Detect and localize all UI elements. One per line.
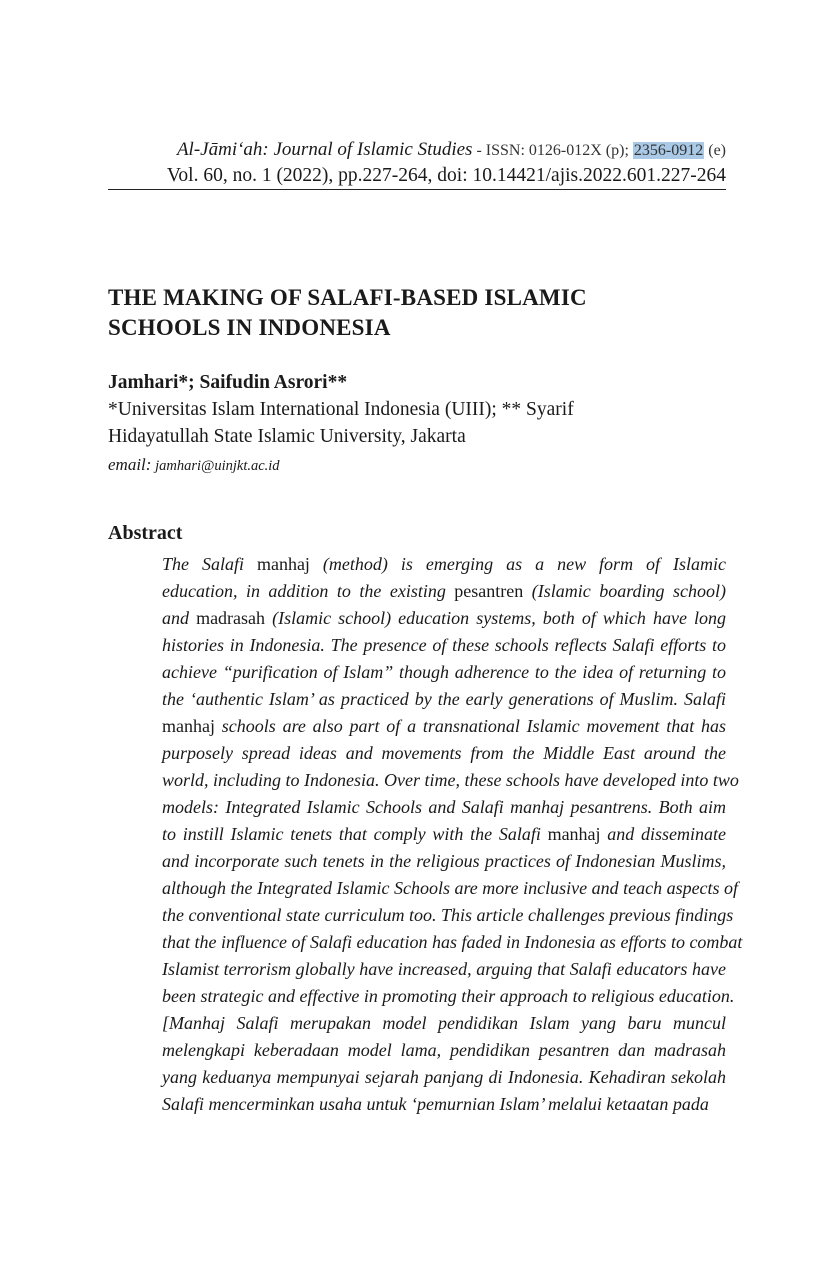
abstract-line xyxy=(162,686,726,713)
abstract-text-run: the ‘authentic Islam’ as practiced by the early generations of Muslim. Salafi xyxy=(162,689,726,709)
abstract-text-run: (Islamic boarding school) xyxy=(531,581,727,601)
title-line: THE MAKING OF SALAFI-BASED ISLAMIC xyxy=(108,285,587,310)
email-line xyxy=(108,453,280,478)
abstract-line xyxy=(162,1010,726,1037)
abstract-text-run: (Islamic school) education systems, both of which have long xyxy=(272,608,726,628)
abstract-text-run: and disseminate xyxy=(607,824,727,844)
abstract-line xyxy=(162,1091,726,1118)
abstract-text-run: manhaj xyxy=(162,716,222,736)
abstract-text-run: madrasah xyxy=(196,608,273,628)
abstract-line xyxy=(162,713,726,740)
volume-doi-line: Vol. 60, no. 1 (2022), pp.227-264, doi: 10.14421/ajis.2022.601.227-264 xyxy=(166,165,726,186)
abstract-line xyxy=(162,956,726,983)
abstract-text-run: Islamist terrorism globally have increased, arguing that Salafi educators have xyxy=(162,959,726,979)
issn-electronic-highlighted[interactable]: 2356-0912 xyxy=(633,142,704,159)
abstract-text-run: world, including to Indonesia. Over time, these schools have developed into two xyxy=(162,770,739,790)
abstract-line xyxy=(162,551,726,578)
abstract-text-run: histories in Indonesia. The presence of these schools reflects Salafi efforts to xyxy=(162,635,726,655)
abstract-text-run: education, in addition to the existing xyxy=(162,581,455,601)
abstract-text-run: yang keduanya mempunyai sejarah panjang di Indonesia. Kehadiran sekolah xyxy=(162,1067,726,1087)
abstract-heading: Abstract xyxy=(108,522,183,544)
email-address[interactable]: jamhari@uinjkt.ac.id xyxy=(151,458,280,474)
abstract-text-run: Salafi mencerminkan usaha untuk ‘pemurnian Islam’ melalui ketaatan pada xyxy=(162,1094,709,1114)
abstract-text-run: The Salafi xyxy=(162,554,257,574)
abstract-text-run: although the Integrated Islamic Schools are more inclusive and teach aspects of xyxy=(162,878,739,898)
abstract-text-run: to instill Islamic tenets that comply with the Salafi xyxy=(162,824,548,844)
abstract-text-run: schools are also part of a transnational Islamic movement that has xyxy=(221,716,726,736)
abstract-line xyxy=(162,605,726,632)
abstract-line xyxy=(162,740,726,767)
abstract-text-run: achieve “purification of Islam” though adherence to the idea of returning to xyxy=(162,662,726,682)
abstract-text-run: manhaj xyxy=(547,824,608,844)
abstract-text-run: (method) is emerging as a new form of Islamic xyxy=(322,554,726,574)
abstract-text-run: and incorporate such tenets in the religious practices of Indonesian Muslims, xyxy=(162,851,726,871)
abstract-text-run: pesantren xyxy=(454,581,532,601)
abstract-line xyxy=(162,794,726,821)
authors: Jamhari*; Saifudin Asrori** xyxy=(108,372,348,393)
abstract-line xyxy=(162,902,734,929)
header-divider xyxy=(108,189,726,190)
journal-line xyxy=(108,138,726,163)
abstract-line xyxy=(162,1064,726,1091)
journal-header xyxy=(108,138,726,189)
abstract-text-run: [Manhaj Salafi merupakan model pendidikan Islam yang baru muncul xyxy=(162,1013,726,1033)
abstract-text-run: the conventional state curriculum too. This article challenges previous findings xyxy=(162,905,734,925)
affiliation-line: *Universitas Islam International Indonesia (UIII); ** Syarif xyxy=(108,399,574,420)
abstract-line xyxy=(162,821,726,848)
title-line: SCHOOLS IN INDONESIA xyxy=(108,315,391,340)
abstract-line xyxy=(162,767,739,794)
affiliation-line: Hidayatullah State Islamic University, Jakarta xyxy=(108,426,466,447)
abstract-line xyxy=(162,632,726,659)
issn-suffix: (e) xyxy=(704,142,726,159)
article-title xyxy=(108,283,728,343)
abstract-line xyxy=(162,1037,726,1064)
abstract-line xyxy=(162,929,743,956)
abstract-text-run: been strategic and effective in promoting their approach to religious education. xyxy=(162,986,735,1006)
abstract-text-run: models: Integrated Islamic Schools and Salafi manhaj pesantrens. Both aim xyxy=(162,797,726,817)
abstract-text-run: melengkapi keberadaan model lama, pendidikan pesantren dan madrasah xyxy=(162,1040,726,1060)
email-label: email: xyxy=(108,455,152,474)
issn-print: - ISSN: 0126-012X (p); xyxy=(472,142,633,159)
journal-name: Al-Jāmi‘ah: Journal of Islamic Studies xyxy=(176,139,473,160)
abstract-text-run: that the influence of Salafi education has faded in Indonesia as efforts to combat xyxy=(162,932,743,952)
abstract-line xyxy=(162,659,726,686)
abstract-text-run: and xyxy=(162,608,197,628)
abstract-line xyxy=(162,875,739,902)
abstract-text-run: manhaj xyxy=(256,554,323,574)
abstract-text-run: purposely spread ideas and movements from the Middle East around the xyxy=(162,743,726,763)
abstract-line xyxy=(162,578,726,605)
abstract-body xyxy=(162,551,743,1118)
affiliation xyxy=(108,396,668,450)
abstract-line xyxy=(162,848,726,875)
abstract-line xyxy=(162,983,735,1010)
